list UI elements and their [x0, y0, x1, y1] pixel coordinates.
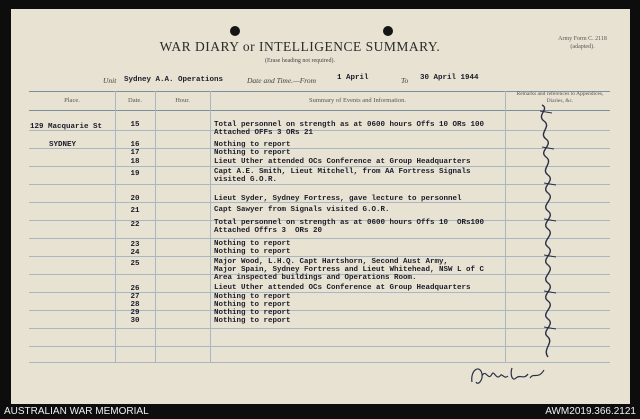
footer-institution: AUSTRALIAN WAR MEMORIAL — [4, 406, 149, 417]
column-remarks: Remarks and references to Appendices, Diaries, &c. — [516, 91, 604, 104]
entry-text: Nothing to report — [214, 293, 291, 301]
unit-value: Sydney A.A. Operations — [124, 76, 224, 84]
footer-accession-number: AWM2019.366.2121 — [545, 406, 636, 417]
army-form-label — [545, 35, 620, 51]
row-rule — [29, 346, 610, 347]
entry-text: Capt A.E. Smith, Lieut Mitchell, from AA Fortress Signals visited G.O.R. — [214, 168, 471, 184]
army-form-number: Army Form C. 2118 — [558, 36, 607, 42]
date-to: 30 April 1944 — [420, 74, 479, 82]
header-bottom-rule — [29, 110, 610, 111]
row-rule — [29, 184, 610, 185]
entry-date: 15 — [130, 121, 140, 129]
signature-mark — [468, 360, 548, 390]
entry-date: 19 — [130, 170, 140, 178]
column-date: Date. — [128, 97, 142, 104]
entry-text: Nothing to report — [214, 149, 291, 157]
entry-text: Nothing to report — [214, 301, 291, 309]
entry-date: 21 — [130, 207, 140, 215]
entry-date: 17 — [130, 149, 140, 157]
entry-date: 28 — [130, 301, 140, 309]
entry-date: 25 — [130, 260, 140, 268]
column-divider — [210, 91, 211, 363]
remarks-initials-column — [532, 103, 562, 361]
army-form-adapted: (adapted). — [570, 44, 595, 50]
entry-text: Total personnel on strength as at 0600 hours Offs 10 ORs 100 Attached OFFs 3 ORs 21 — [214, 121, 485, 137]
entry-date: 24 — [130, 249, 140, 257]
page-subtitle: (Erase heading not required). — [265, 58, 335, 64]
column-place: Place. — [64, 97, 80, 104]
entry-text: Nothing to report — [214, 248, 291, 256]
row-rule — [29, 166, 610, 167]
column-divider — [505, 91, 506, 363]
entry-date: 27 — [130, 293, 140, 301]
place-address: 129 Macquarie St — [30, 123, 103, 131]
place-city: SYDNEY — [49, 141, 77, 149]
entry-text: Major Wood, L.H.Q. Capt Hartshorn, Second Aust Army, Major Spain, Sydney Fortress and Lieut Whitehead, NSW L of C Area inspected buildings and Operations Room. — [214, 258, 485, 282]
row-rule — [29, 328, 610, 329]
entry-date: 22 — [130, 221, 140, 229]
entry-text: Total personnel on strength as at 0600 hours Offs 10 ORs100 Attached Offrs 3 ORs 20 — [214, 219, 485, 235]
entry-date: 29 — [130, 309, 140, 317]
column-divider — [155, 91, 156, 363]
page-title: WAR DIARY or INTELLIGENCE SUMMARY. — [159, 39, 441, 54]
entry-text: Lieut Syder, Sydney Fortress, gave lecture to personnel — [214, 195, 462, 203]
entry-date: 18 — [130, 158, 140, 166]
date-time-label: Date and Time.—From — [247, 76, 317, 85]
entry-text: Capt Sawyer from Signals visited G.O.R. — [214, 206, 390, 214]
unit-label: Unit — [103, 76, 117, 85]
entry-date: 26 — [130, 285, 140, 293]
row-rule — [29, 238, 610, 239]
entry-text: Nothing to report — [214, 309, 291, 317]
to-label: To — [401, 76, 409, 85]
entry-text: Lieut Uther attended OCs Conference at Group Headquarters — [214, 158, 471, 166]
entry-date: 20 — [130, 195, 140, 203]
entry-text: Lieut Uther attended OCs Conference at Group Headquarters — [214, 284, 471, 292]
entry-date: 23 — [130, 241, 140, 249]
entry-text: Nothing to report — [214, 240, 291, 248]
punch-hole — [230, 26, 240, 36]
column-summary: Summary of Events and Information. — [309, 97, 406, 104]
entry-date: 30 — [130, 317, 140, 325]
date-from: 1 April — [337, 74, 369, 82]
entry-text: Nothing to report — [214, 317, 291, 325]
entry-date: 16 — [130, 141, 140, 149]
entry-text: Nothing to report — [214, 141, 291, 149]
punch-hole — [383, 26, 393, 36]
column-hour: Hour. — [175, 97, 190, 104]
